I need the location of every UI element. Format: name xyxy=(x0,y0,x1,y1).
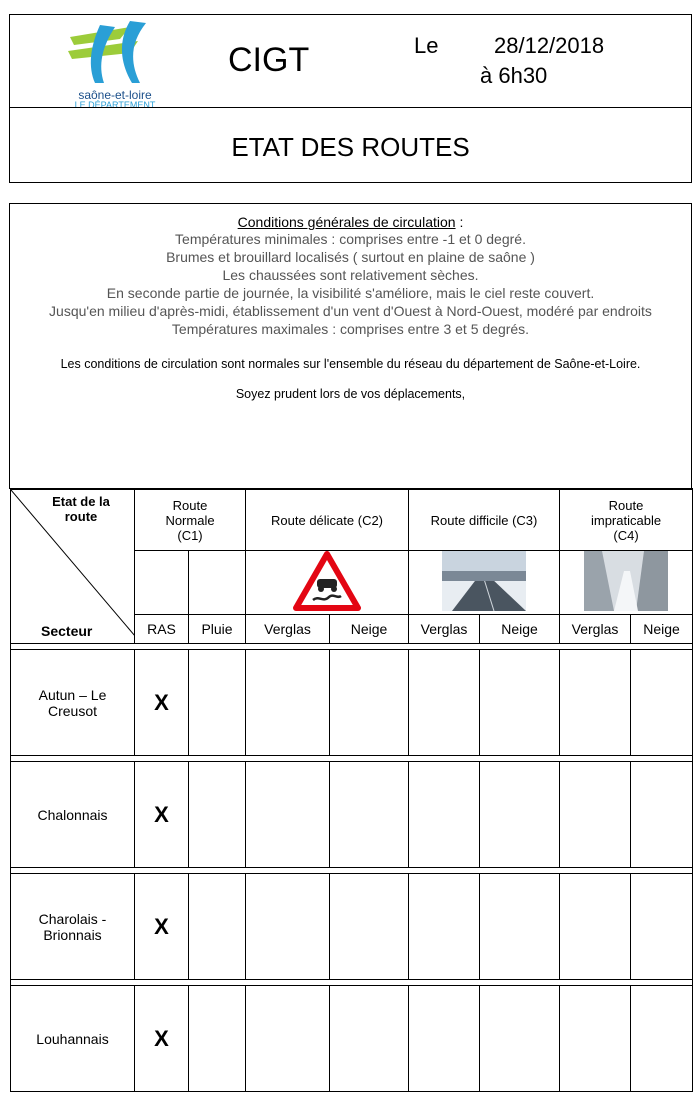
empty-cell xyxy=(330,762,409,868)
empty-cell xyxy=(409,762,480,868)
empty-cell xyxy=(631,986,693,1092)
icon-cell-c2 xyxy=(246,551,409,615)
empty-cell xyxy=(560,762,631,868)
table-row xyxy=(11,650,693,756)
empty-cell xyxy=(560,986,631,1092)
conditions-heading: Conditions générales de circulation xyxy=(237,214,456,230)
icon-cell-empty xyxy=(189,551,246,615)
department-logo xyxy=(60,17,170,110)
empty-cell xyxy=(246,874,330,980)
empty-cell xyxy=(480,762,560,868)
empty-cell xyxy=(330,986,409,1092)
conditions-line: Jusqu'en milieu d'après-midi, établissement d'un vent d'Ouest à Nord-Ouest, modéré par endroits xyxy=(49,303,652,319)
date-label: Le xyxy=(414,33,439,58)
conditions-advice: Soyez prudent lors de vos déplacements, xyxy=(235,387,466,401)
ras-mark: X xyxy=(135,874,189,980)
empty-cell xyxy=(409,986,480,1092)
ras-mark: X xyxy=(135,650,189,756)
banner-title: ETAT DES ROUTES xyxy=(231,132,470,162)
category-c4: Route impraticable (C4) xyxy=(560,489,693,551)
category-c1: Route Normale (C1) xyxy=(135,489,246,551)
conditions-line: En seconde partie de journée, la visibilité s'améliore, mais le ciel reste couvert. xyxy=(106,285,595,301)
sector-name: Autun – Le Creusot xyxy=(11,650,135,756)
empty-cell xyxy=(631,650,693,756)
subcolumn-c4-neige: Neige xyxy=(631,615,693,644)
empty-cell xyxy=(246,762,330,868)
empty-cell xyxy=(631,874,693,980)
corner-top-label: Etat de la route xyxy=(52,494,110,524)
subcolumn-c2-neige: Neige xyxy=(330,615,409,644)
icon-cell-c3 xyxy=(409,551,560,615)
conditions-line: Les chaussées sont relativement sèches. xyxy=(222,267,479,283)
subcolumn-c3-neige: Neige xyxy=(480,615,560,644)
empty-cell xyxy=(189,874,246,980)
header-box xyxy=(9,14,692,108)
subcolumn-pluie: Pluie xyxy=(189,615,246,644)
sector-name: Chalonnais xyxy=(11,762,135,868)
conditions-heading-line xyxy=(10,214,691,230)
sector-name: Louhannais xyxy=(11,986,135,1092)
conditions-summary: Les conditions de circulation sont normales sur l'ensemble du réseau du département de Saône-et-Loire. xyxy=(60,357,641,371)
empty-cell xyxy=(330,874,409,980)
icy-road-photo-icon xyxy=(442,551,526,611)
conditions-line: Températures minimales : comprises entre -1 et 0 degré. xyxy=(175,231,526,247)
empty-cell xyxy=(189,986,246,1092)
empty-cell xyxy=(480,986,560,1092)
category-c2: Route délicate (C2) xyxy=(246,489,409,551)
subcolumn-c4-verglas: Verglas xyxy=(560,615,631,644)
subcolumn-c2-verglas: Verglas xyxy=(246,615,330,644)
logo-icon xyxy=(60,17,170,85)
corner-bottom-label: Secteur xyxy=(41,623,93,639)
subcolumn-c3-verglas: Verglas xyxy=(409,615,480,644)
logo-name: saône-et-loire xyxy=(78,88,152,102)
empty-cell xyxy=(560,650,631,756)
ras-mark: X xyxy=(135,986,189,1092)
icon-cell-c4 xyxy=(560,551,693,615)
banner-box xyxy=(9,107,692,183)
conditions-line: Brumes et brouillard localisés ( surtout en plaine de saône ) xyxy=(166,249,535,265)
subcolumn-ras: RAS xyxy=(135,615,189,644)
road-status-table xyxy=(10,488,693,1092)
time-value: à 6h30 xyxy=(480,63,548,88)
conditions-heading-suffix: : xyxy=(455,214,464,230)
logo-subtitle: LE DÉPARTEMENT xyxy=(74,100,156,110)
conditions-line: Températures maximales : comprises entre 3 et 5 degrés. xyxy=(171,321,530,337)
date-value: 28/12/2018 xyxy=(494,33,605,58)
conditions-box xyxy=(9,203,692,489)
table-row xyxy=(11,986,693,1092)
empty-cell xyxy=(480,650,560,756)
icon-cell-empty xyxy=(135,551,189,615)
empty-cell xyxy=(409,874,480,980)
sector-name: Charolais - Brionnais xyxy=(11,874,135,980)
empty-cell xyxy=(189,762,246,868)
snowy-road-photo-icon xyxy=(584,551,668,611)
header-title: CIGT xyxy=(228,41,310,79)
table-row xyxy=(11,762,693,868)
empty-cell xyxy=(560,874,631,980)
table-row xyxy=(11,874,693,980)
slippery-road-sign-icon xyxy=(293,551,361,611)
empty-cell xyxy=(246,650,330,756)
empty-cell xyxy=(246,986,330,1092)
category-c3: Route difficile (C3) xyxy=(409,489,560,551)
empty-cell xyxy=(409,650,480,756)
ras-mark: X xyxy=(135,762,189,868)
corner-cell xyxy=(11,489,135,644)
empty-cell xyxy=(480,874,560,980)
empty-cell xyxy=(189,650,246,756)
empty-cell xyxy=(330,650,409,756)
empty-cell xyxy=(631,762,693,868)
